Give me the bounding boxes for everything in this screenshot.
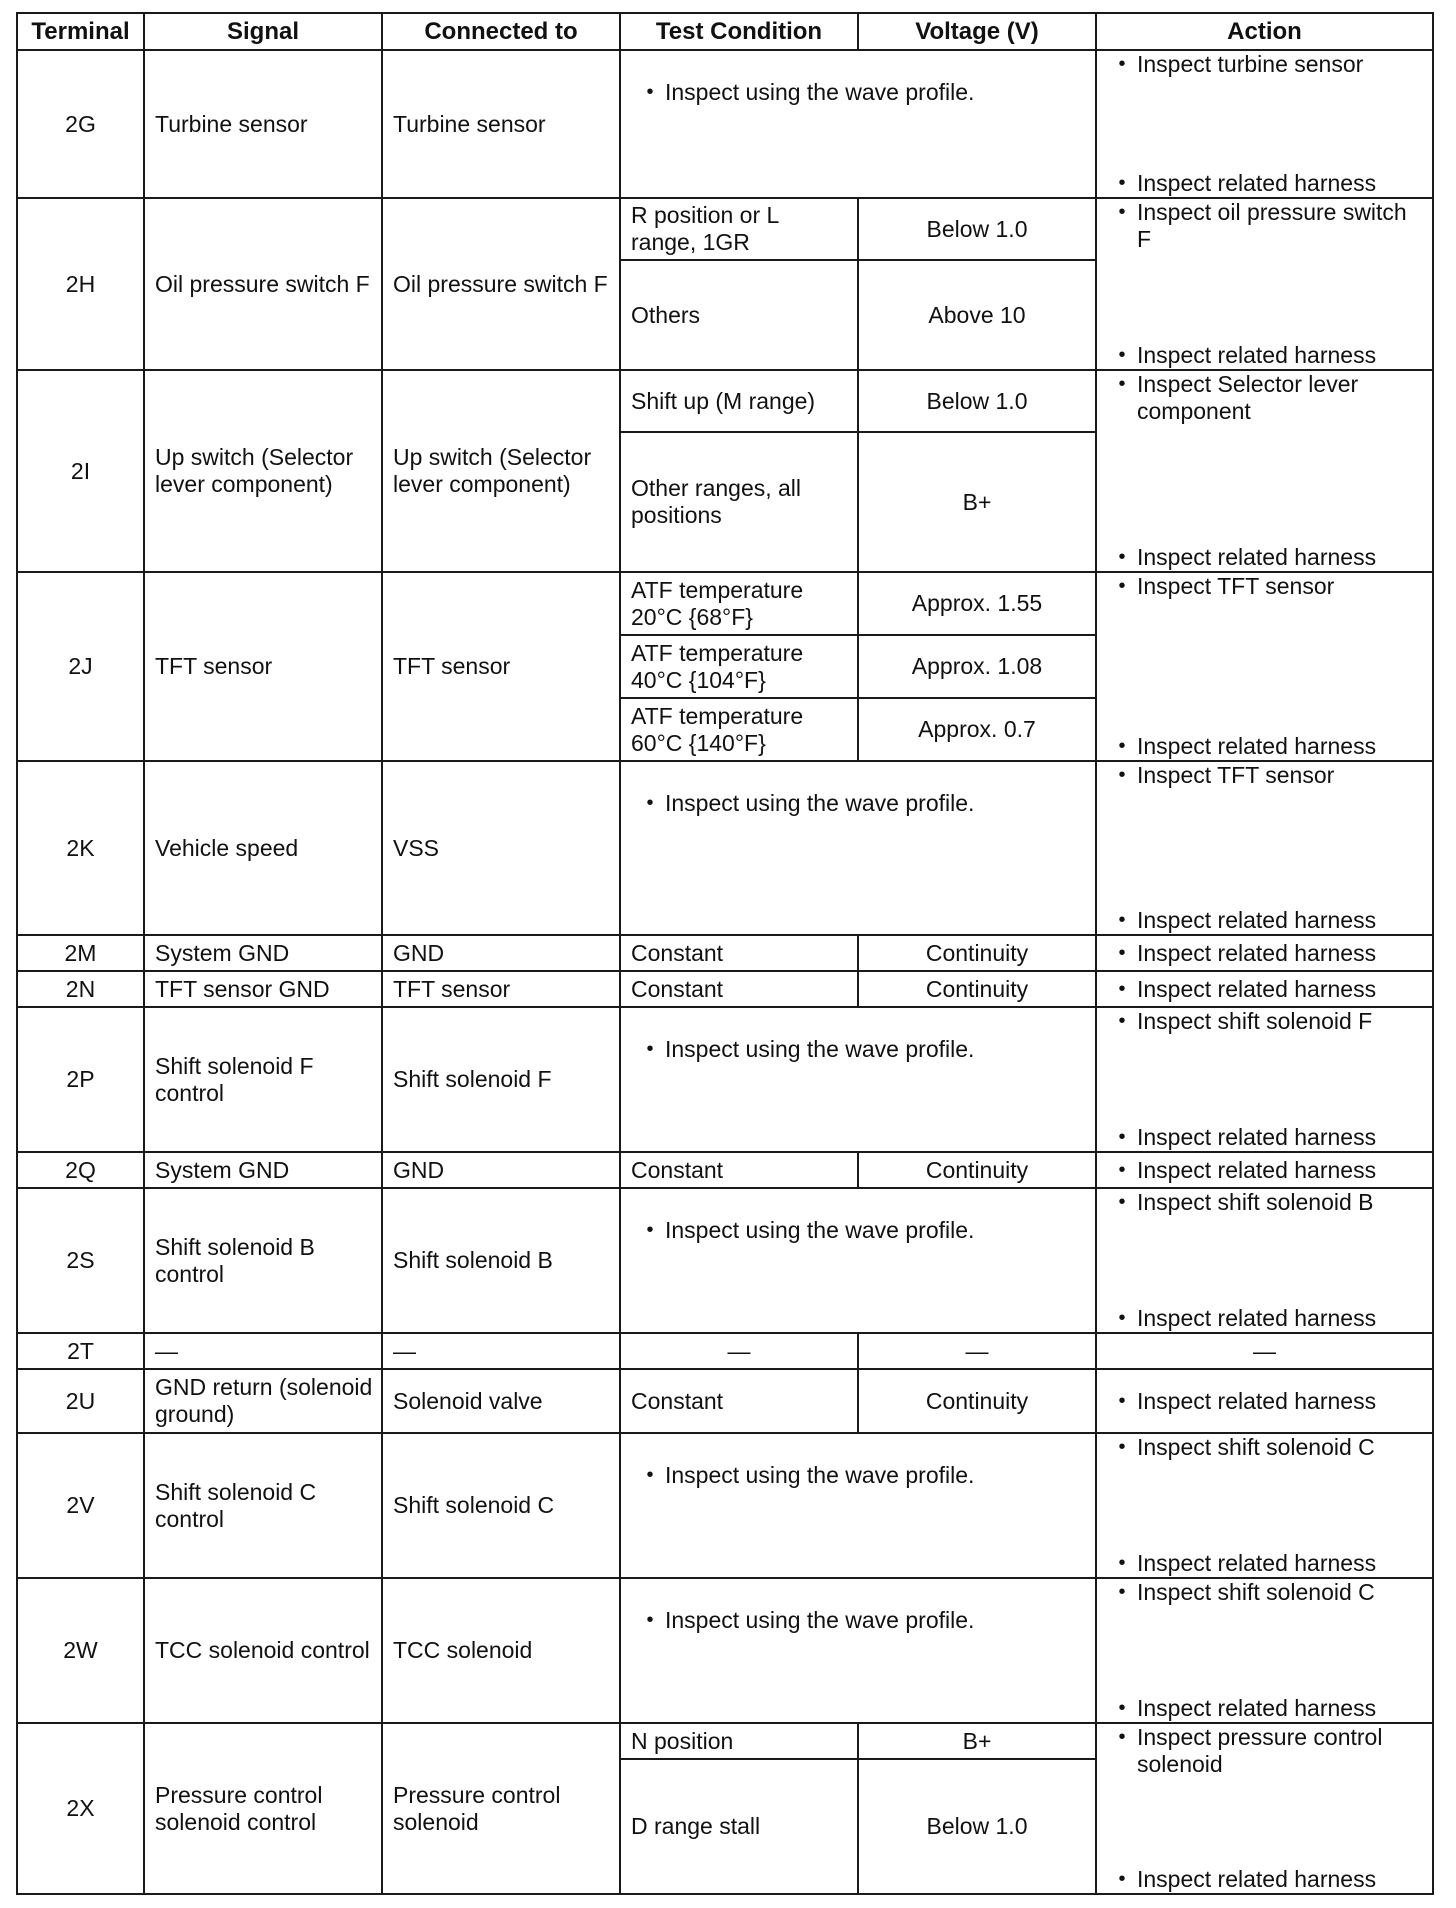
- action-item: [1107, 1388, 1426, 1415]
- action-text: Inspect TFT sensor: [1137, 573, 1335, 599]
- table-row: [17, 1369, 1433, 1433]
- table-row: [17, 1333, 1433, 1369]
- action-list: [1107, 573, 1426, 760]
- action-item: [1107, 940, 1426, 967]
- action-item: [1107, 1305, 1426, 1332]
- bullet-icon: •: [646, 1609, 654, 1631]
- terminal-cell: 2T: [17, 1333, 144, 1369]
- wave-profile-text: Inspect using the wave profile.: [665, 1217, 975, 1243]
- signal-cell: Pressure control solenoid control: [144, 1723, 382, 1894]
- action-text: Inspect related harness: [1137, 1305, 1377, 1331]
- connected-to-cell: Pressure control solenoid: [382, 1723, 620, 1894]
- action-item: [1107, 976, 1426, 1003]
- wave-profile-text: Inspect using the wave profile.: [665, 1607, 975, 1633]
- action-text: Inspect related harness: [1137, 1124, 1377, 1150]
- voltage-cell: Above 10: [858, 260, 1096, 370]
- test-condition-cell: Constant: [620, 1369, 858, 1433]
- bullet-icon: •: [1118, 977, 1126, 1000]
- action-text: Inspect related harness: [1137, 1695, 1377, 1721]
- table-row: [17, 761, 1433, 935]
- table-row: [17, 370, 1433, 432]
- action-cell: [1096, 971, 1433, 1007]
- action-cell: [1096, 1433, 1433, 1578]
- table-row: [17, 1433, 1433, 1578]
- terminal-cell: 2W: [17, 1578, 144, 1723]
- bullet-icon: •: [1118, 735, 1126, 757]
- voltage-cell: B+: [858, 432, 1096, 572]
- action-list: [1107, 1434, 1426, 1577]
- terminal-cell: 2Q: [17, 1152, 144, 1188]
- wave-profile-note: [629, 1036, 1087, 1063]
- terminal-cell: 2I: [17, 370, 144, 572]
- bullet-icon: •: [1118, 1581, 1126, 1603]
- action-cell: [1096, 1578, 1433, 1723]
- bullet-icon: •: [1118, 575, 1126, 597]
- bullet-icon: •: [1118, 1552, 1126, 1574]
- terminal-cell: 2M: [17, 935, 144, 971]
- action-text: Inspect oil pressure switch F: [1137, 199, 1407, 252]
- terminal-cell: 2V: [17, 1433, 144, 1578]
- wave-profile-note: [629, 79, 1087, 106]
- action-text: Inspect related harness: [1137, 170, 1377, 196]
- terminal-cell: 2G: [17, 50, 144, 198]
- bullet-icon: •: [1118, 941, 1126, 964]
- signal-cell: TFT sensor GND: [144, 971, 382, 1007]
- header-signal: Signal: [144, 13, 382, 50]
- header-row: [17, 13, 1433, 50]
- action-list: [1107, 199, 1426, 369]
- action-text: Inspect turbine sensor: [1137, 51, 1364, 77]
- action-item: [1107, 733, 1426, 760]
- action-cell: [1096, 50, 1433, 198]
- action-cell: [1096, 1007, 1433, 1152]
- voltage-cell: Approx. 1.55: [858, 572, 1096, 635]
- action-cell: —: [1096, 1333, 1433, 1369]
- signal-cell: System GND: [144, 935, 382, 971]
- connected-to-cell: GND: [382, 935, 620, 971]
- bullet-icon: •: [1118, 1389, 1126, 1412]
- bullet-icon: •: [1118, 373, 1126, 395]
- signal-cell: Turbine sensor: [144, 50, 382, 198]
- header-connected-to: Connected to: [382, 13, 620, 50]
- voltage-cell: Continuity: [858, 971, 1096, 1007]
- action-item: [1107, 1434, 1426, 1461]
- test-condition-cell: ATF temperature 40°C {104°F}: [620, 635, 858, 698]
- test-condition-cell: —: [620, 1333, 858, 1369]
- terminal-cell: 2X: [17, 1723, 144, 1894]
- action-cell: [1096, 198, 1433, 370]
- action-item: [1107, 1157, 1426, 1184]
- action-list: [1107, 936, 1426, 970]
- action-cell: [1096, 370, 1433, 572]
- table-row: [17, 1007, 1433, 1152]
- connected-to-cell: Solenoid valve: [382, 1369, 620, 1433]
- action-item: [1107, 51, 1426, 78]
- action-text: Inspect shift solenoid C: [1137, 1434, 1375, 1460]
- connected-to-cell: —: [382, 1333, 620, 1369]
- signal-cell: Oil pressure switch F: [144, 198, 382, 370]
- action-cell: [1096, 1152, 1433, 1188]
- bullet-icon: •: [646, 1219, 654, 1241]
- action-text: Inspect related harness: [1137, 342, 1377, 368]
- action-text: Inspect related harness: [1137, 1550, 1377, 1576]
- wave-profile-cell: [620, 1007, 1096, 1152]
- voltage-cell: Approx. 1.08: [858, 635, 1096, 698]
- terminal-cell: 2K: [17, 761, 144, 935]
- action-item: [1107, 1579, 1426, 1606]
- bullet-icon: •: [1118, 344, 1126, 366]
- action-text: Inspect shift solenoid F: [1137, 1008, 1373, 1034]
- signal-cell: System GND: [144, 1152, 382, 1188]
- wave-profile-cell: [620, 50, 1096, 198]
- test-condition-cell: Constant: [620, 935, 858, 971]
- action-item: [1107, 1008, 1426, 1035]
- action-item: [1107, 1124, 1426, 1151]
- connected-to-cell: VSS: [382, 761, 620, 935]
- test-condition-cell: Shift up (M range): [620, 370, 858, 432]
- signal-cell: Vehicle speed: [144, 761, 382, 935]
- test-condition-cell: Others: [620, 260, 858, 370]
- connected-to-cell: TCC solenoid: [382, 1578, 620, 1723]
- connected-to-cell: GND: [382, 1152, 620, 1188]
- bullet-icon: •: [1118, 1191, 1126, 1213]
- terminal-cell: 2P: [17, 1007, 144, 1152]
- action-list: [1107, 371, 1426, 571]
- wave-profile-cell: [620, 1188, 1096, 1333]
- signal-cell: —: [144, 1333, 382, 1369]
- table-row: [17, 50, 1433, 198]
- bullet-icon: •: [1118, 764, 1126, 786]
- connected-to-cell: Shift solenoid C: [382, 1433, 620, 1578]
- voltage-cell: Below 1.0: [858, 198, 1096, 260]
- bullet-icon: •: [1118, 1126, 1126, 1148]
- terminal-voltage-table: [16, 12, 1434, 1895]
- action-text: Inspect related harness: [1137, 733, 1377, 759]
- action-item: [1107, 1550, 1426, 1577]
- action-list: [1107, 1370, 1426, 1432]
- signal-cell: TCC solenoid control: [144, 1578, 382, 1723]
- bullet-icon: •: [1118, 1436, 1126, 1458]
- action-list: [1107, 1189, 1426, 1332]
- wave-profile-note: [629, 790, 1087, 817]
- bullet-icon: •: [1118, 1726, 1126, 1748]
- header-terminal: Terminal: [17, 13, 144, 50]
- test-condition-cell: N position: [620, 1723, 858, 1759]
- table-row: [17, 1723, 1433, 1759]
- action-cell: [1096, 1369, 1433, 1433]
- connected-to-cell: Oil pressure switch F: [382, 198, 620, 370]
- voltage-cell: Continuity: [858, 935, 1096, 971]
- action-list: [1107, 1724, 1426, 1893]
- action-item: [1107, 1866, 1426, 1893]
- wave-profile-note: [629, 1607, 1087, 1634]
- signal-cell: TFT sensor: [144, 572, 382, 761]
- action-item: [1107, 907, 1426, 934]
- bullet-icon: •: [646, 1464, 654, 1486]
- action-text: Inspect related harness: [1137, 544, 1377, 570]
- test-condition-cell: Constant: [620, 1152, 858, 1188]
- action-text: Inspect related harness: [1137, 975, 1377, 1002]
- voltage-cell: Continuity: [858, 1152, 1096, 1188]
- signal-cell: Shift solenoid C control: [144, 1433, 382, 1578]
- connected-to-cell: TFT sensor: [382, 971, 620, 1007]
- voltage-cell: Below 1.0: [858, 370, 1096, 432]
- voltage-cell: —: [858, 1333, 1096, 1369]
- wave-profile-note: [629, 1462, 1087, 1489]
- action-item: [1107, 1695, 1426, 1722]
- action-text: Inspect related harness: [1137, 1866, 1377, 1892]
- test-condition-cell: D range stall: [620, 1759, 858, 1894]
- action-item: [1107, 1189, 1426, 1216]
- signal-cell: GND return (solenoid ground): [144, 1369, 382, 1433]
- wave-profile-text: Inspect using the wave profile.: [665, 79, 975, 105]
- connected-to-cell: Shift solenoid F: [382, 1007, 620, 1152]
- header-action: Action: [1096, 13, 1433, 50]
- action-list: [1107, 51, 1426, 197]
- action-item: [1107, 544, 1426, 571]
- action-item: [1107, 371, 1426, 425]
- voltage-cell: Continuity: [858, 1369, 1096, 1433]
- connected-to-cell: Shift solenoid B: [382, 1188, 620, 1333]
- bullet-icon: •: [1118, 909, 1126, 931]
- wave-profile-text: Inspect using the wave profile.: [665, 790, 975, 816]
- action-list: [1107, 762, 1426, 934]
- test-condition-cell: R position or L range, 1GR: [620, 198, 858, 260]
- action-text: Inspect shift solenoid B: [1137, 1189, 1374, 1215]
- action-item: [1107, 762, 1426, 789]
- table-row: [17, 198, 1433, 260]
- bullet-icon: •: [1118, 1307, 1126, 1329]
- action-item: [1107, 1724, 1426, 1778]
- table-row: [17, 572, 1433, 635]
- wave-profile-cell: [620, 1578, 1096, 1723]
- table-body: [17, 50, 1433, 1894]
- signal-cell: Shift solenoid F control: [144, 1007, 382, 1152]
- bullet-icon: •: [646, 81, 654, 103]
- terminal-cell: 2H: [17, 198, 144, 370]
- header-test-condition: Test Condition: [620, 13, 858, 50]
- bullet-icon: •: [646, 792, 654, 814]
- wave-profile-note: [629, 1217, 1087, 1244]
- wave-profile-text: Inspect using the wave profile.: [665, 1036, 975, 1062]
- test-condition-cell: Other ranges, all positions: [620, 432, 858, 572]
- bullet-icon: •: [1118, 1868, 1126, 1890]
- signal-cell: Shift solenoid B control: [144, 1188, 382, 1333]
- test-condition-cell: ATF temperature 20°C {68°F}: [620, 572, 858, 635]
- table-row: [17, 971, 1433, 1007]
- action-item: [1107, 342, 1426, 369]
- signal-cell: Up switch (Selector lever component): [144, 370, 382, 572]
- action-text: Inspect related harness: [1137, 1387, 1377, 1414]
- header-voltage: Voltage (V): [858, 13, 1096, 50]
- connected-to-cell: Up switch (Selector lever component): [382, 370, 620, 572]
- bullet-icon: •: [1118, 546, 1126, 568]
- action-item: [1107, 573, 1426, 600]
- action-cell: [1096, 761, 1433, 935]
- action-text: Inspect related harness: [1137, 939, 1377, 966]
- action-list: [1107, 1579, 1426, 1722]
- bullet-icon: •: [1118, 1697, 1126, 1719]
- action-text: Inspect related harness: [1137, 1156, 1377, 1183]
- action-cell: [1096, 1723, 1433, 1894]
- action-text: Inspect pressure control solenoid: [1137, 1724, 1383, 1777]
- bullet-icon: •: [1118, 172, 1126, 194]
- bullet-icon: •: [1118, 201, 1126, 223]
- action-list: [1107, 1008, 1426, 1151]
- action-cell: [1096, 935, 1433, 971]
- action-cell: [1096, 572, 1433, 761]
- voltage-cell: Below 1.0: [858, 1759, 1096, 1894]
- table-row: [17, 935, 1433, 971]
- voltage-cell: Approx. 0.7: [858, 698, 1096, 761]
- action-item: [1107, 199, 1426, 253]
- wave-profile-text: Inspect using the wave profile.: [665, 1462, 975, 1488]
- bullet-icon: •: [1118, 53, 1126, 75]
- bullet-icon: •: [646, 1038, 654, 1060]
- test-condition-cell: Constant: [620, 971, 858, 1007]
- action-cell: [1096, 1188, 1433, 1333]
- bullet-icon: •: [1118, 1010, 1126, 1032]
- voltage-cell: B+: [858, 1723, 1096, 1759]
- action-text: Inspect shift solenoid C: [1137, 1579, 1375, 1605]
- table-row: [17, 1188, 1433, 1333]
- wave-profile-cell: [620, 761, 1096, 935]
- action-item: [1107, 170, 1426, 197]
- table-row: [17, 1578, 1433, 1723]
- terminal-cell: 2J: [17, 572, 144, 761]
- connected-to-cell: TFT sensor: [382, 572, 620, 761]
- action-text: Inspect Selector lever component: [1137, 371, 1359, 424]
- wave-profile-cell: [620, 1433, 1096, 1578]
- terminal-cell: 2S: [17, 1188, 144, 1333]
- connected-to-cell: Turbine sensor: [382, 50, 620, 198]
- action-text: Inspect related harness: [1137, 907, 1377, 933]
- action-list: [1107, 972, 1426, 1006]
- action-text: Inspect TFT sensor: [1137, 762, 1335, 788]
- table-row: [17, 1152, 1433, 1188]
- action-list: [1107, 1153, 1426, 1187]
- terminal-cell: 2U: [17, 1369, 144, 1433]
- test-condition-cell: ATF temperature 60°C {140°F}: [620, 698, 858, 761]
- bullet-icon: •: [1118, 1158, 1126, 1181]
- terminal-cell: 2N: [17, 971, 144, 1007]
